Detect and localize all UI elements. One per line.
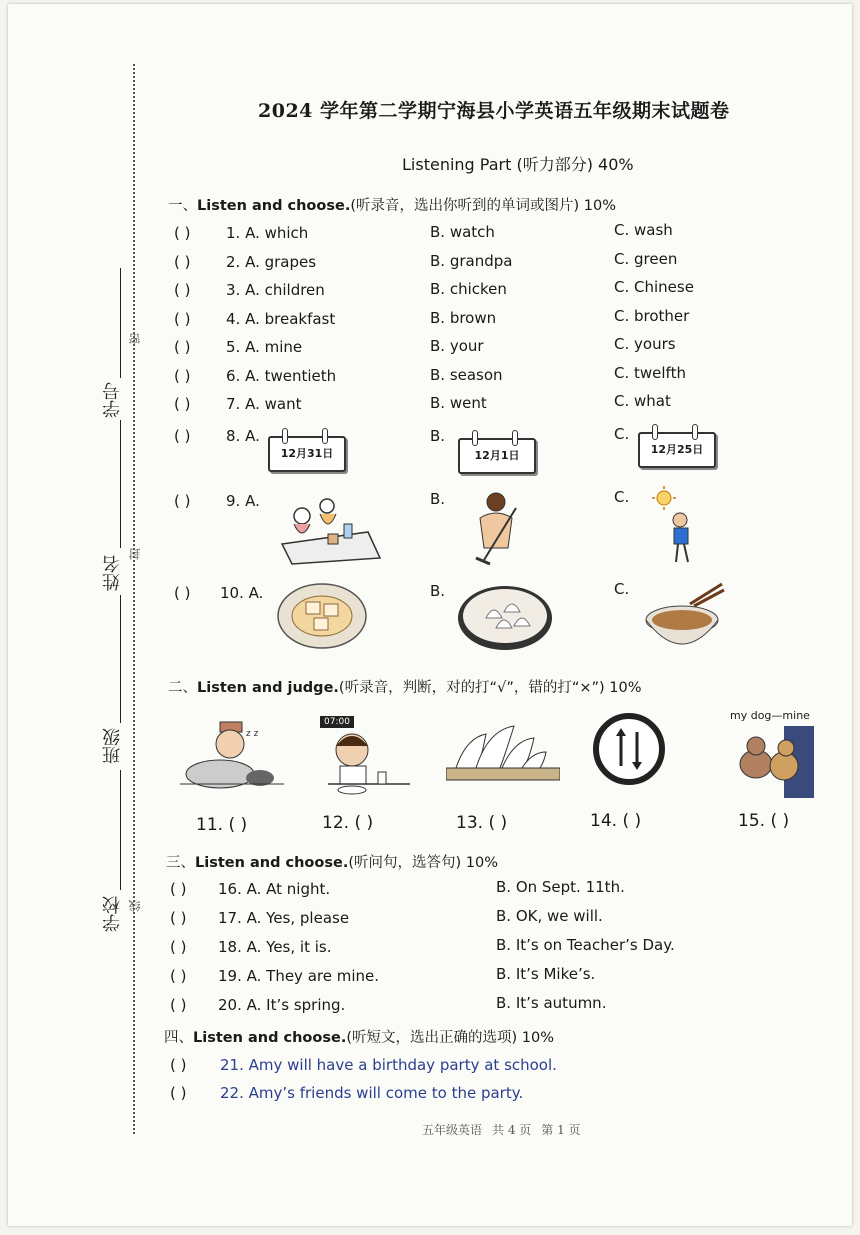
seal-xian: 线 bbox=[128, 900, 142, 912]
statement-22: 22. Amy’s friends will come to the party. bbox=[220, 1084, 524, 1102]
q3-option-b: B. chicken bbox=[430, 280, 507, 298]
calendar-a-icon: 12月31日 bbox=[268, 428, 344, 470]
answer-blank-22[interactable]: ( ) bbox=[170, 1084, 187, 1102]
school-label: 学校 bbox=[102, 896, 123, 932]
section4-heading: 四、Listen and choose.(听短文，选出正确的选项) 10% bbox=[164, 1030, 554, 1046]
q1-option-a: 1. A. which bbox=[226, 224, 309, 242]
no-overtaking-sign-icon bbox=[592, 712, 666, 786]
q10-option-b: B. bbox=[430, 582, 446, 600]
answer-blank-21[interactable]: ( ) bbox=[170, 1056, 187, 1074]
student-no-blank bbox=[120, 268, 121, 378]
answer-blank-2[interactable]: ( ) bbox=[174, 253, 191, 271]
school-blank bbox=[120, 770, 121, 890]
breakfast-boy-picture-icon bbox=[318, 728, 414, 800]
sydney-opera-house-icon bbox=[446, 722, 560, 784]
q4-option-b: B. brown bbox=[430, 309, 497, 327]
answer-blank-8[interactable]: ( ) bbox=[174, 427, 191, 445]
q2-option-c: C. green bbox=[614, 250, 678, 268]
q7-option-a: 7. A. want bbox=[226, 395, 302, 413]
page-footer: 五年级英语 共 4 页 第 1 页 bbox=[422, 1123, 581, 1137]
q19-option-a: 19. A. They are mine. bbox=[218, 967, 380, 985]
q10-option-c: C. bbox=[614, 580, 630, 598]
answer-blank-18[interactable]: ( ) bbox=[170, 938, 187, 956]
clock-label: 07:00 bbox=[320, 716, 354, 728]
q6-option-b: B. season bbox=[430, 366, 503, 384]
q9-option-b: B. bbox=[430, 490, 446, 508]
picnic-picture-icon bbox=[272, 494, 384, 566]
q4-option-c: C. brother bbox=[614, 307, 690, 325]
sleeping-picture-icon bbox=[180, 718, 284, 794]
q5-option-a: 5. A. mine bbox=[226, 338, 303, 356]
sun-boy-picture-icon bbox=[650, 486, 700, 566]
q17-option-a: 17. A. Yes, please bbox=[218, 909, 350, 927]
q5-option-b: B. your bbox=[430, 337, 484, 355]
section2-heading: 二、Listen and judge.(听录音，判断，对的打“√”，错的打“×”) 10% bbox=[168, 680, 642, 696]
seal-feng: 封 bbox=[128, 548, 142, 560]
section3-heading: 三、Listen and choose.(听问句，选答句) 10% bbox=[166, 855, 498, 871]
binding-line bbox=[133, 64, 135, 1134]
q4-option-a: 4. A. breakfast bbox=[226, 310, 336, 328]
name-blank bbox=[120, 420, 121, 548]
q7-option-b: B. went bbox=[430, 394, 487, 412]
answer-blank-3[interactable]: ( ) bbox=[174, 281, 191, 299]
q12-label[interactable]: 12. ( ) bbox=[322, 813, 374, 833]
rice-cake-picture-icon bbox=[276, 580, 368, 650]
q8-option-b: B. bbox=[430, 427, 446, 445]
calendar-c-icon: 12月25日 bbox=[638, 424, 714, 466]
answer-blank-16[interactable]: ( ) bbox=[170, 880, 187, 898]
dumplings-picture-icon bbox=[456, 582, 554, 652]
q6-option-c: C. twelfth bbox=[614, 364, 686, 382]
student-no-label: 学号 bbox=[102, 382, 123, 418]
q9-label: 9. A. bbox=[226, 492, 260, 510]
q3-option-a: 3. A. children bbox=[226, 281, 325, 299]
answer-blank-10[interactable]: ( ) bbox=[174, 584, 191, 602]
q2-option-b: B. grandpa bbox=[430, 252, 513, 270]
dog-caption: my dog—mine bbox=[730, 709, 810, 722]
q1-option-b: B. watch bbox=[430, 223, 495, 241]
exam-title: 2024 学年第二学期宁海县小学英语五年级期末试题卷 bbox=[258, 100, 730, 122]
answer-blank-6[interactable]: ( ) bbox=[174, 367, 191, 385]
svg-text:z z: z z bbox=[246, 729, 259, 739]
class-label: 班级 bbox=[102, 728, 123, 764]
q6-option-a: 6. A. twentieth bbox=[226, 367, 337, 385]
name-label: 姓名 bbox=[102, 555, 123, 591]
listening-part-title: Listening Part (听力部分) 40% bbox=[402, 155, 634, 174]
q16-option-b: B. On Sept. 11th. bbox=[496, 878, 625, 896]
answer-blank-7[interactable]: ( ) bbox=[174, 395, 191, 413]
statement-21: 21. Amy will have a birthday party at school. bbox=[220, 1056, 557, 1074]
q7-option-c: C. what bbox=[614, 392, 671, 410]
answer-blank-20[interactable]: ( ) bbox=[170, 996, 187, 1014]
q14-label[interactable]: 14. ( ) bbox=[590, 811, 642, 831]
q13-label[interactable]: 13. ( ) bbox=[456, 813, 508, 833]
q16-option-a: 16. A. At night. bbox=[218, 880, 331, 898]
q17-option-b: B. OK, we will. bbox=[496, 907, 603, 925]
class-blank bbox=[120, 595, 121, 723]
answer-blank-1[interactable]: ( ) bbox=[174, 224, 191, 242]
answer-blank-19[interactable]: ( ) bbox=[170, 967, 187, 985]
q2-option-a: 2. A. grapes bbox=[226, 253, 317, 271]
q1-option-c: C. wash bbox=[614, 221, 673, 239]
answer-blank-17[interactable]: ( ) bbox=[170, 909, 187, 927]
section1-heading: 一、Listen and choose.(听录音，选出你听到的单词或图片) 10% bbox=[168, 198, 616, 214]
q10-label: 10. A. bbox=[220, 584, 264, 602]
calendar-b-icon: 12月1日 bbox=[458, 430, 534, 472]
answer-blank-4[interactable]: ( ) bbox=[174, 310, 191, 328]
answer-blank-5[interactable]: ( ) bbox=[174, 338, 191, 356]
q20-option-b: B. It’s autumn. bbox=[496, 994, 607, 1012]
answer-blank-9[interactable]: ( ) bbox=[174, 492, 191, 510]
seal-mi: 密 bbox=[128, 333, 142, 345]
sweeping-picture-icon bbox=[466, 488, 532, 566]
q15-label[interactable]: 15. ( ) bbox=[738, 811, 790, 831]
q19-option-b: B. It’s Mike’s. bbox=[496, 965, 596, 983]
q11-label[interactable]: 11. ( ) bbox=[196, 815, 248, 835]
q8-option-c: C. bbox=[614, 425, 630, 443]
q3-option-c: C. Chinese bbox=[614, 278, 694, 296]
q20-option-a: 20. A. It’s spring. bbox=[218, 996, 346, 1014]
q5-option-c: C. yours bbox=[614, 335, 676, 353]
q8-label: 8. A. bbox=[226, 427, 260, 445]
q9-option-c: C. bbox=[614, 488, 630, 506]
q18-option-b: B. It’s on Teacher’s Day. bbox=[496, 936, 675, 954]
noodles-bowl-picture-icon bbox=[644, 582, 726, 654]
dogs-picture-icon bbox=[728, 726, 814, 798]
q18-option-a: 18. A. Yes, it is. bbox=[218, 938, 332, 956]
